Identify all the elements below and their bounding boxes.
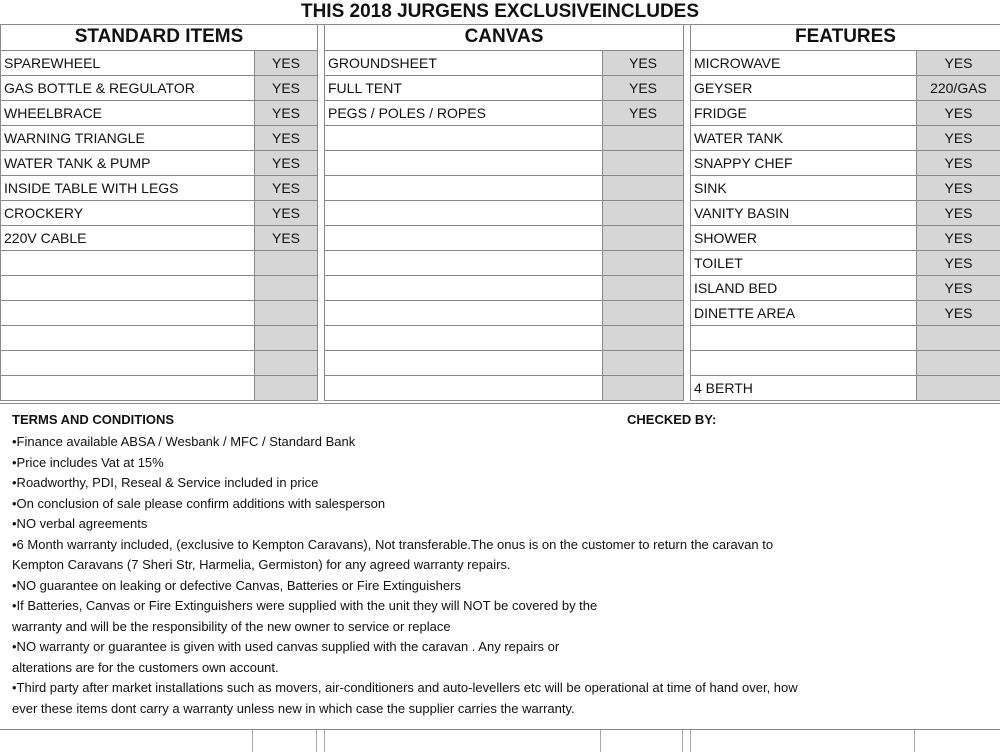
item-value <box>916 351 1000 375</box>
footer-strip <box>0 729 1000 752</box>
item-value: YES <box>254 201 317 225</box>
table-row <box>1 126 317 151</box>
item-label: SINK <box>694 180 727 196</box>
item-label: SNAPPY CHEF <box>694 155 793 171</box>
item-label: TOILET <box>694 255 743 271</box>
item-value <box>916 326 1000 350</box>
table-row <box>325 101 683 126</box>
item-label <box>325 276 602 300</box>
item-value: YES <box>254 176 317 200</box>
item-value: YES <box>916 51 1000 75</box>
item-value: YES <box>916 301 1000 325</box>
table-row <box>1 301 317 326</box>
table-row <box>691 151 1000 176</box>
item-label <box>325 151 602 175</box>
table-row <box>325 126 683 151</box>
terms-list <box>12 432 987 719</box>
item-label <box>325 201 602 225</box>
item-label: WATER TANK <box>694 130 783 146</box>
item-label: GAS BOTTLE & REGULATOR <box>4 80 195 96</box>
item-label <box>1 301 254 325</box>
table-row <box>691 251 1000 276</box>
terms-line: •Price includes Vat at 15% <box>12 454 164 470</box>
item-label <box>1 326 254 350</box>
item-label: 4 BERTH <box>694 380 753 396</box>
table-row <box>1 251 317 276</box>
footer-divider <box>690 730 691 752</box>
item-label <box>1 351 254 375</box>
terms-line: •Roadworthy, PDI, Reseal & Service included in price <box>12 475 319 490</box>
item-label <box>325 351 602 375</box>
item-value: YES <box>602 101 683 125</box>
item-label: ISLAND BED <box>694 280 778 296</box>
footer-divider <box>324 730 325 752</box>
features-section <box>690 24 1000 401</box>
item-label <box>691 351 916 375</box>
item-value <box>602 201 683 225</box>
footer-divider <box>316 730 317 752</box>
footer-divider <box>252 730 253 752</box>
canvas-heading: CANVAS <box>325 24 683 51</box>
table-row <box>691 126 1000 151</box>
item-label: PEGS / POLES / ROPES <box>328 105 486 121</box>
item-label: WATER TANK & PUMP <box>4 155 151 171</box>
terms-line: •Finance available ABSA / Wesbank / MFC / Standard Bank <box>12 434 356 449</box>
item-value: YES <box>254 51 317 75</box>
terms-line: •If Batteries, Canvas or Fire Extinguishers were supplied with the unit they will NOT be covered by the <box>12 598 598 613</box>
table-row <box>1 326 317 351</box>
footer-divider <box>682 730 683 752</box>
table-row <box>325 51 683 76</box>
item-label <box>325 376 602 400</box>
item-value: YES <box>602 76 683 100</box>
item-value <box>254 326 317 350</box>
document-title: THIS 2018 JURGENS EXCLUSIVEINCLUDES <box>0 0 1000 25</box>
item-value: YES <box>916 251 1000 275</box>
item-label: INSIDE TABLE WITH LEGS <box>4 180 179 196</box>
item-label: SHOWER <box>694 230 757 246</box>
item-label: SPAREWHEEL <box>4 55 101 71</box>
item-value <box>602 276 683 300</box>
item-value: YES <box>916 151 1000 175</box>
item-label: 220V CABLE <box>4 230 87 246</box>
item-label: WHEELBRACE <box>4 105 103 121</box>
item-label: CROCKERY <box>4 205 84 221</box>
terms-line: •On conclusion of sale please confirm additions with salesperson <box>12 495 386 511</box>
item-label <box>325 126 602 150</box>
item-label: DINETTE AREA <box>694 305 796 321</box>
table-row <box>1 76 317 101</box>
item-label <box>1 376 254 400</box>
item-value <box>602 301 683 325</box>
item-label: VANITY BASIN <box>694 205 790 221</box>
terms-line: ever these items dont carry a warranty unless new in which case the supplier carries the warranty. <box>12 700 575 716</box>
item-value <box>602 226 683 250</box>
item-label <box>1 276 254 300</box>
footer-divider <box>600 730 601 752</box>
table-row <box>325 301 683 326</box>
item-value <box>602 351 683 375</box>
item-value: YES <box>254 151 317 175</box>
item-label: FRIDGE <box>694 105 747 121</box>
standard-items-heading: STANDARD ITEMS <box>1 24 317 51</box>
item-value: YES <box>916 126 1000 150</box>
table-row <box>1 376 317 401</box>
checked-by-label: CHECKED BY: <box>627 412 717 427</box>
terms-line: warranty and will be the responsibility of the new owner to service or replace <box>12 618 451 634</box>
table-row <box>1 101 317 126</box>
table-row <box>325 176 683 201</box>
item-value: YES <box>916 276 1000 300</box>
table-row <box>1 276 317 301</box>
item-value: YES <box>254 76 317 100</box>
table-row <box>691 226 1000 251</box>
item-label: GEYSER <box>694 80 753 96</box>
item-value: YES <box>254 101 317 125</box>
terms-line: alterations are for the customers own account. <box>12 659 279 675</box>
canvas-section <box>324 24 684 401</box>
terms-line: Kempton Caravans (7 Sheri Str, Harmelia, Germiston) for any agreed warranty repairs. <box>12 557 511 572</box>
table-row <box>325 376 683 401</box>
item-label <box>325 176 602 200</box>
item-value <box>254 276 317 300</box>
item-value <box>602 326 683 350</box>
table-row <box>325 226 683 251</box>
item-label <box>1 251 254 275</box>
table-row <box>691 276 1000 301</box>
standard-items-section <box>0 24 318 401</box>
item-value: YES <box>916 101 1000 125</box>
item-value <box>602 376 683 400</box>
features-heading: FEATURES <box>691 24 1000 51</box>
item-value: 220/GAS <box>916 76 1000 100</box>
table-row <box>691 201 1000 226</box>
table-row <box>325 276 683 301</box>
terms-line: •NO guarantee on leaking or defective Canvas, Batteries or Fire Extinguishers <box>12 577 461 593</box>
item-value <box>254 351 317 375</box>
table-row <box>1 351 317 376</box>
item-value: YES <box>916 176 1000 200</box>
table-row <box>325 201 683 226</box>
item-value <box>254 301 317 325</box>
table-row <box>691 376 1000 401</box>
item-value: YES <box>254 226 317 250</box>
table-row <box>691 176 1000 201</box>
item-label <box>325 251 602 275</box>
table-row <box>691 351 1000 376</box>
terms-and-conditions <box>0 403 1000 730</box>
item-value <box>602 151 683 175</box>
footer-divider <box>914 730 915 752</box>
table-row <box>1 201 317 226</box>
table-row <box>1 151 317 176</box>
table-row <box>691 76 1000 101</box>
terms-line: •Third party after market installations such as movers, air-conditioners and auto-levellers etc will be operational at time of hand over, how <box>12 680 798 695</box>
table-row <box>691 326 1000 351</box>
item-label: WARNING TRIANGLE <box>4 130 145 146</box>
item-label <box>691 326 916 350</box>
item-value <box>916 376 1000 400</box>
table-row <box>1 176 317 201</box>
item-label <box>325 301 602 325</box>
item-label: GROUNDSHEET <box>328 55 437 71</box>
item-value <box>602 251 683 275</box>
item-label: FULL TENT <box>328 80 402 96</box>
table-row <box>1 226 317 251</box>
table-row <box>325 76 683 101</box>
terms-title: TERMS AND CONDITIONS <box>12 412 175 427</box>
item-label <box>325 326 602 350</box>
item-value: YES <box>254 126 317 150</box>
table-row <box>691 301 1000 326</box>
item-value: YES <box>916 201 1000 225</box>
table-row <box>325 351 683 376</box>
table-row <box>691 51 1000 76</box>
item-value <box>254 376 317 400</box>
terms-line: •6 Month warranty included, (exclusive to Kempton Caravans), Not transferable.The onus is on the customer to return the caravan to <box>12 536 774 552</box>
table-row <box>691 101 1000 126</box>
table-row <box>325 251 683 276</box>
item-value: YES <box>916 226 1000 250</box>
item-value: YES <box>602 51 683 75</box>
terms-line: •NO verbal agreements <box>12 516 148 531</box>
item-label <box>325 226 602 250</box>
table-row <box>325 326 683 351</box>
item-value <box>602 176 683 200</box>
item-label: MICROWAVE <box>694 55 781 71</box>
item-value <box>602 126 683 150</box>
item-value <box>254 251 317 275</box>
table-row <box>325 151 683 176</box>
table-row <box>1 51 317 76</box>
terms-line: •NO warranty or guarantee is given with used canvas supplied with the caravan . Any repairs or <box>12 639 560 654</box>
